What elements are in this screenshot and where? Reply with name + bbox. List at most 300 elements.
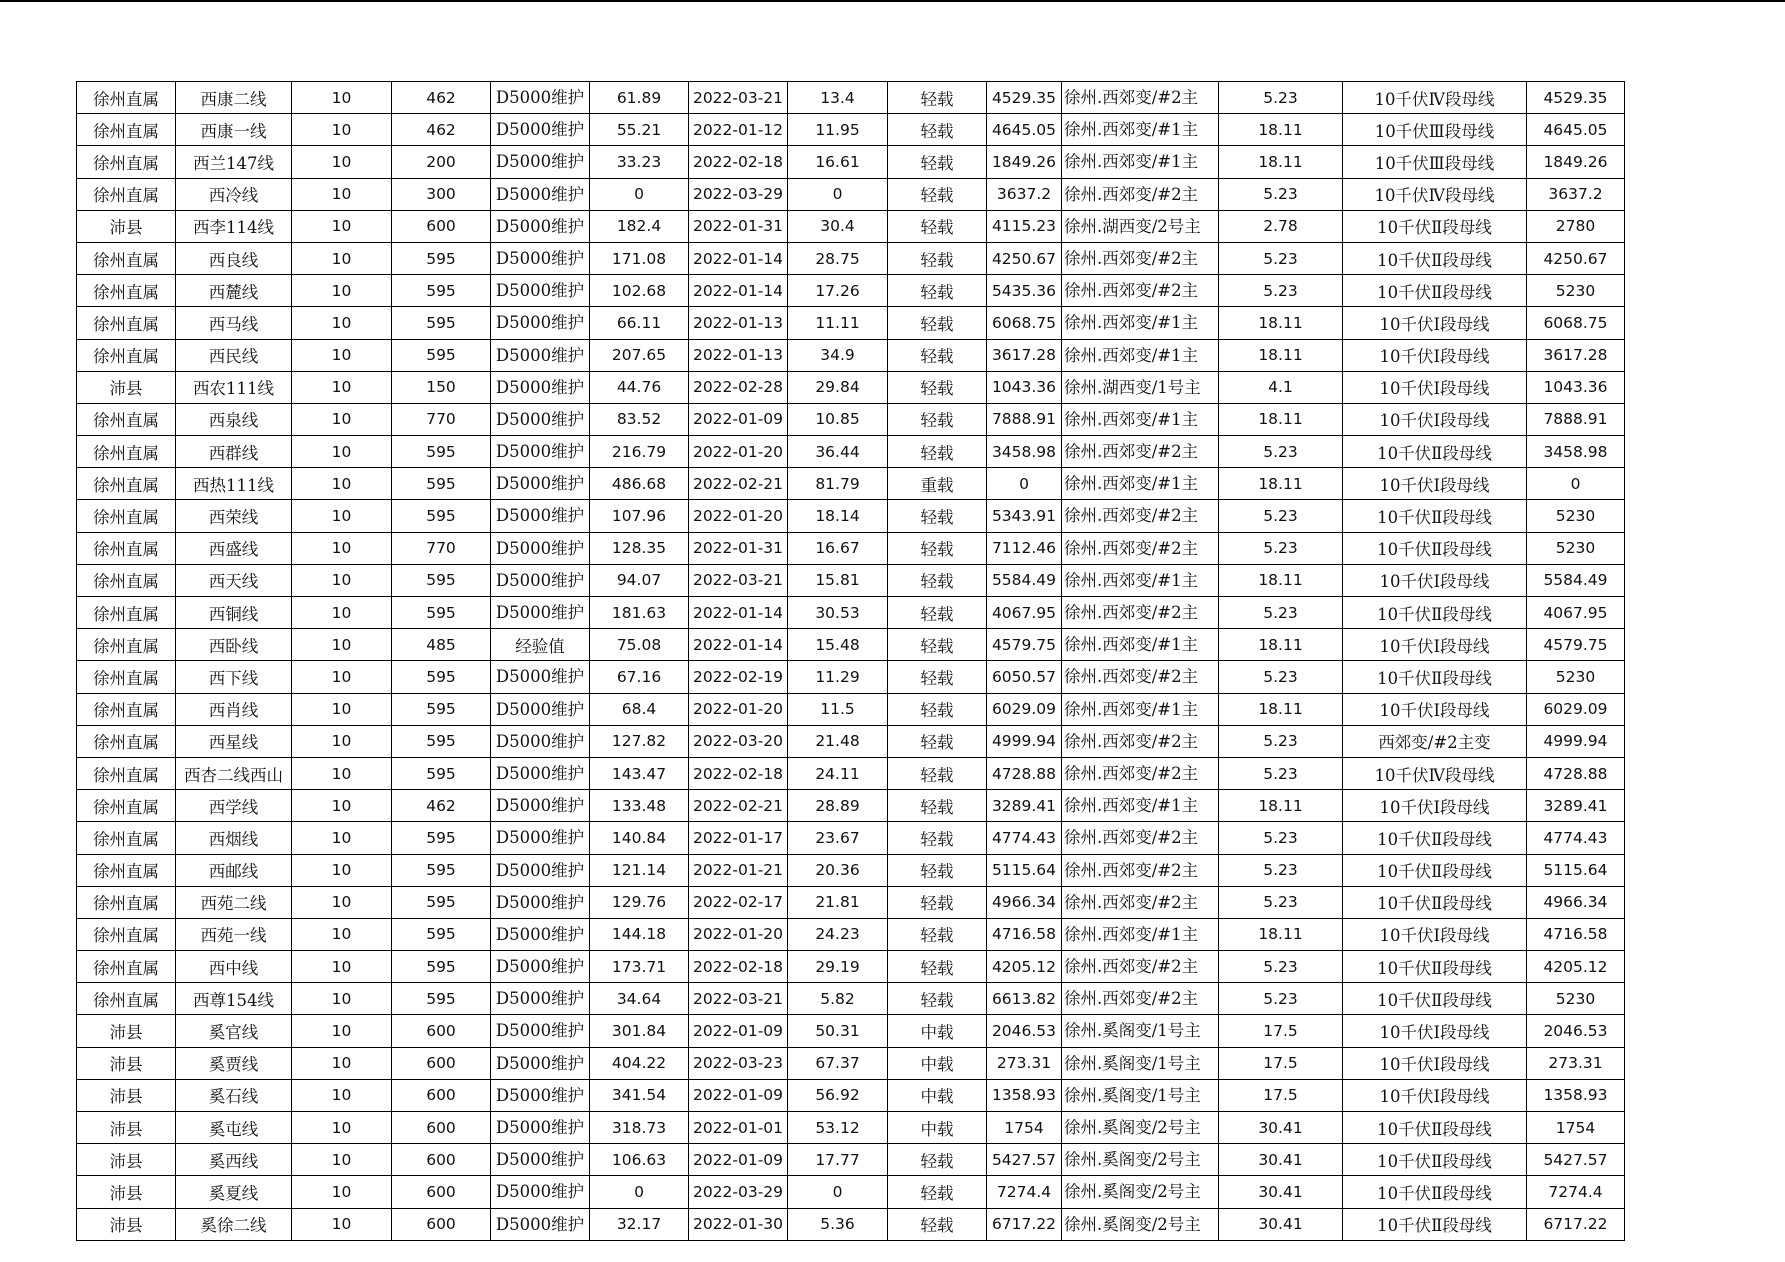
- load-status-cell: 轻载: [888, 210, 987, 242]
- transformer-rate-cell: 5.23: [1219, 178, 1343, 210]
- load-status-cell: 轻载: [888, 725, 987, 757]
- voltage-cell: 10: [292, 951, 392, 983]
- transformer-rate-cell: 5.23: [1219, 854, 1343, 886]
- bus-cell: 10千伏Ⅰ段母线: [1343, 790, 1527, 822]
- load-rate-cell: 81.79: [788, 468, 888, 500]
- load-rate-cell: 30.4: [788, 210, 888, 242]
- current-cell: 128.35: [590, 532, 689, 564]
- company-cell: 徐州直属: [77, 114, 176, 146]
- company-cell: 徐州直属: [77, 951, 176, 983]
- transformer-rate-cell: 30.41: [1219, 1144, 1343, 1176]
- date-cell: 2022-01-09: [689, 1015, 788, 1047]
- date-cell: 2022-03-21: [689, 983, 788, 1015]
- transformer-cell: 徐州.西郊变/#1主: [1062, 629, 1219, 661]
- data-source-cell: D5000维护: [491, 790, 590, 822]
- line-name-cell: 西天线: [176, 564, 292, 596]
- rated-current-cell: 595: [392, 661, 491, 693]
- rated-current-cell: 485: [392, 629, 491, 661]
- load-status-cell: 轻载: [888, 82, 987, 114]
- current-cell: 486.68: [590, 468, 689, 500]
- load-rate-cell: 56.92: [788, 1079, 888, 1111]
- load-status-cell: 轻载: [888, 822, 987, 854]
- rated-current-cell: 595: [392, 339, 491, 371]
- voltage-cell: 10: [292, 725, 392, 757]
- load-status-cell: 轻载: [888, 854, 987, 886]
- line-name-cell: 奚官线: [176, 1015, 292, 1047]
- load-rate-cell: 13.4: [788, 82, 888, 114]
- table-row: [77, 661, 1625, 693]
- table-row: [77, 564, 1625, 596]
- available-capacity-cell: 273.31: [987, 1047, 1062, 1079]
- date-cell: 2022-03-23: [689, 1047, 788, 1079]
- rated-current-cell: 595: [392, 275, 491, 307]
- transformer-rate-cell: 18.11: [1219, 307, 1343, 339]
- capacity-cell: 0: [1527, 468, 1625, 500]
- transformer-rate-cell: 5.23: [1219, 532, 1343, 564]
- load-rate-cell: 24.23: [788, 918, 888, 950]
- company-cell: 徐州直属: [77, 564, 176, 596]
- load-rate-cell: 36.44: [788, 436, 888, 468]
- table-row: [77, 1144, 1625, 1176]
- transformer-cell: 徐州.西郊变/#1主: [1062, 339, 1219, 371]
- transformer-rate-cell: 5.23: [1219, 983, 1343, 1015]
- load-status-cell: 轻载: [888, 500, 987, 532]
- voltage-cell: 10: [292, 178, 392, 210]
- load-status-cell: 轻载: [888, 661, 987, 693]
- data-source-cell: D5000维护: [491, 1047, 590, 1079]
- capacity-cell: 1358.93: [1527, 1079, 1625, 1111]
- table-row: [77, 275, 1625, 307]
- capacity-cell: 3458.98: [1527, 436, 1625, 468]
- current-cell: 173.71: [590, 951, 689, 983]
- available-capacity-cell: 6050.57: [987, 661, 1062, 693]
- available-capacity-cell: 4645.05: [987, 114, 1062, 146]
- transformer-rate-cell: 5.23: [1219, 242, 1343, 274]
- line-name-cell: 西杏二线西山: [176, 757, 292, 789]
- transformer-cell: 徐州.湖西变/2号主: [1062, 210, 1219, 242]
- capacity-cell: 5427.57: [1527, 1144, 1625, 1176]
- transformer-rate-cell: 17.5: [1219, 1079, 1343, 1111]
- feeder-load-table: [76, 81, 1625, 1241]
- data-source-cell: D5000维护: [491, 275, 590, 307]
- data-source-cell: D5000维护: [491, 1208, 590, 1240]
- bus-cell: 10千伏Ⅰ段母线: [1343, 339, 1527, 371]
- transformer-cell: 徐州.西郊变/#1主: [1062, 918, 1219, 950]
- line-name-cell: 西星线: [176, 725, 292, 757]
- rated-current-cell: 600: [392, 1079, 491, 1111]
- available-capacity-cell: 3289.41: [987, 790, 1062, 822]
- load-rate-cell: 11.95: [788, 114, 888, 146]
- data-source-cell: D5000维护: [491, 1015, 590, 1047]
- data-source-cell: D5000维护: [491, 822, 590, 854]
- table-row: [77, 114, 1625, 146]
- current-cell: 140.84: [590, 822, 689, 854]
- table-row: [77, 500, 1625, 532]
- current-cell: 133.48: [590, 790, 689, 822]
- voltage-cell: 10: [292, 918, 392, 950]
- table-row: [77, 790, 1625, 822]
- available-capacity-cell: 1754: [987, 1112, 1062, 1144]
- data-source-cell: D5000维护: [491, 983, 590, 1015]
- current-cell: 143.47: [590, 757, 689, 789]
- capacity-cell: 4529.35: [1527, 82, 1625, 114]
- capacity-cell: 3637.2: [1527, 178, 1625, 210]
- transformer-cell: 徐州.西郊变/#2主: [1062, 597, 1219, 629]
- rated-current-cell: 595: [392, 822, 491, 854]
- current-cell: 127.82: [590, 725, 689, 757]
- transformer-rate-cell: 2.78: [1219, 210, 1343, 242]
- company-cell: 徐州直属: [77, 725, 176, 757]
- date-cell: 2022-02-21: [689, 468, 788, 500]
- available-capacity-cell: 3637.2: [987, 178, 1062, 210]
- table-row: [77, 629, 1625, 661]
- transformer-cell: 徐州.西郊变/#2主: [1062, 661, 1219, 693]
- capacity-cell: 1043.36: [1527, 371, 1625, 403]
- table-row: [77, 886, 1625, 918]
- bus-cell: 10千伏Ⅱ段母线: [1343, 500, 1527, 532]
- bus-cell: 10千伏Ⅱ段母线: [1343, 854, 1527, 886]
- load-rate-cell: 21.48: [788, 725, 888, 757]
- data-source-cell: D5000维护: [491, 114, 590, 146]
- capacity-cell: 5230: [1527, 661, 1625, 693]
- company-cell: 徐州直属: [77, 854, 176, 886]
- table-row: [77, 371, 1625, 403]
- transformer-cell: 徐州.奚阁变/1号主: [1062, 1015, 1219, 1047]
- capacity-cell: 3289.41: [1527, 790, 1625, 822]
- capacity-cell: 4250.67: [1527, 242, 1625, 274]
- company-cell: 徐州直属: [77, 661, 176, 693]
- load-rate-cell: 20.36: [788, 854, 888, 886]
- capacity-cell: 7888.91: [1527, 403, 1625, 435]
- bus-cell: 10千伏Ⅰ段母线: [1343, 1015, 1527, 1047]
- voltage-cell: 10: [292, 82, 392, 114]
- load-rate-cell: 18.14: [788, 500, 888, 532]
- voltage-cell: 10: [292, 1208, 392, 1240]
- bus-cell: 西郊变/#2主变: [1343, 725, 1527, 757]
- line-name-cell: 西学线: [176, 790, 292, 822]
- company-cell: 徐州直属: [77, 468, 176, 500]
- load-rate-cell: 0: [788, 178, 888, 210]
- bus-cell: 10千伏Ⅰ段母线: [1343, 468, 1527, 500]
- current-cell: 216.79: [590, 436, 689, 468]
- load-status-cell: 轻载: [888, 114, 987, 146]
- current-cell: 0: [590, 1176, 689, 1208]
- voltage-cell: 10: [292, 468, 392, 500]
- capacity-cell: 1849.26: [1527, 146, 1625, 178]
- voltage-cell: 10: [292, 1176, 392, 1208]
- company-cell: 沛县: [77, 1208, 176, 1240]
- available-capacity-cell: 7112.46: [987, 532, 1062, 564]
- bus-cell: 10千伏Ⅱ段母线: [1343, 1208, 1527, 1240]
- date-cell: 2022-01-20: [689, 436, 788, 468]
- bus-cell: 10千伏Ⅳ段母线: [1343, 757, 1527, 789]
- date-cell: 2022-01-20: [689, 500, 788, 532]
- bus-cell: 10千伏Ⅲ段母线: [1343, 114, 1527, 146]
- transformer-cell: 徐州.奚阁变/1号主: [1062, 1079, 1219, 1111]
- transformer-rate-cell: 18.11: [1219, 790, 1343, 822]
- capacity-cell: 5230: [1527, 532, 1625, 564]
- load-rate-cell: 5.82: [788, 983, 888, 1015]
- line-name-cell: 西康二线: [176, 82, 292, 114]
- transformer-cell: 徐州.西郊变/#1主: [1062, 114, 1219, 146]
- load-rate-cell: 5.36: [788, 1208, 888, 1240]
- table-row: [77, 983, 1625, 1015]
- transformer-rate-cell: 18.11: [1219, 114, 1343, 146]
- line-name-cell: 西卧线: [176, 629, 292, 661]
- line-name-cell: 奚徐二线: [176, 1208, 292, 1240]
- line-name-cell: 奚夏线: [176, 1176, 292, 1208]
- capacity-cell: 4728.88: [1527, 757, 1625, 789]
- voltage-cell: 10: [292, 1144, 392, 1176]
- transformer-cell: 徐州.西郊变/#1主: [1062, 403, 1219, 435]
- rated-current-cell: 595: [392, 854, 491, 886]
- current-cell: 44.76: [590, 371, 689, 403]
- load-status-cell: 轻载: [888, 242, 987, 274]
- capacity-cell: 4067.95: [1527, 597, 1625, 629]
- load-status-cell: 轻载: [888, 918, 987, 950]
- load-status-cell: 轻载: [888, 790, 987, 822]
- transformer-cell: 徐州.西郊变/#2主: [1062, 983, 1219, 1015]
- rated-current-cell: 595: [392, 983, 491, 1015]
- company-cell: 徐州直属: [77, 307, 176, 339]
- table-row: [77, 1208, 1625, 1240]
- load-rate-cell: 30.53: [788, 597, 888, 629]
- table-row: [77, 693, 1625, 725]
- bus-cell: 10千伏Ⅰ段母线: [1343, 307, 1527, 339]
- bus-cell: 10千伏Ⅱ段母线: [1343, 242, 1527, 274]
- data-source-cell: D5000维护: [491, 500, 590, 532]
- rated-current-cell: 595: [392, 468, 491, 500]
- rated-current-cell: 595: [392, 242, 491, 274]
- company-cell: 徐州直属: [77, 532, 176, 564]
- capacity-cell: 2046.53: [1527, 1015, 1625, 1047]
- table-row: [77, 1112, 1625, 1144]
- capacity-cell: 5230: [1527, 275, 1625, 307]
- load-rate-cell: 17.26: [788, 275, 888, 307]
- current-cell: 171.08: [590, 242, 689, 274]
- line-name-cell: 奚贾线: [176, 1047, 292, 1079]
- transformer-cell: 徐州.奚阁变/2号主: [1062, 1176, 1219, 1208]
- current-cell: 67.16: [590, 661, 689, 693]
- voltage-cell: 10: [292, 339, 392, 371]
- date-cell: 2022-01-20: [689, 693, 788, 725]
- load-status-cell: 轻载: [888, 1208, 987, 1240]
- load-rate-cell: 34.9: [788, 339, 888, 371]
- table-row: [77, 82, 1625, 114]
- line-name-cell: 西盛线: [176, 532, 292, 564]
- data-source-cell: D5000维护: [491, 564, 590, 596]
- load-rate-cell: 11.5: [788, 693, 888, 725]
- company-cell: 徐州直属: [77, 500, 176, 532]
- rated-current-cell: 770: [392, 403, 491, 435]
- rated-current-cell: 595: [392, 757, 491, 789]
- transformer-rate-cell: 18.11: [1219, 693, 1343, 725]
- data-source-cell: D5000维护: [491, 82, 590, 114]
- load-status-cell: 轻载: [888, 886, 987, 918]
- line-name-cell: 奚屯线: [176, 1112, 292, 1144]
- available-capacity-cell: 4529.35: [987, 82, 1062, 114]
- capacity-cell: 6717.22: [1527, 1208, 1625, 1240]
- line-name-cell: 西康一线: [176, 114, 292, 146]
- line-name-cell: 西李114线: [176, 210, 292, 242]
- rated-current-cell: 595: [392, 597, 491, 629]
- data-source-cell: D5000维护: [491, 693, 590, 725]
- load-status-cell: 轻载: [888, 629, 987, 661]
- transformer-rate-cell: 5.23: [1219, 822, 1343, 854]
- line-name-cell: 西冷线: [176, 178, 292, 210]
- data-source-cell: D5000维护: [491, 1144, 590, 1176]
- rated-current-cell: 300: [392, 178, 491, 210]
- current-cell: 34.64: [590, 983, 689, 1015]
- line-name-cell: 西铜线: [176, 597, 292, 629]
- available-capacity-cell: 5343.91: [987, 500, 1062, 532]
- available-capacity-cell: 6613.82: [987, 983, 1062, 1015]
- transformer-rate-cell: 30.41: [1219, 1112, 1343, 1144]
- transformer-cell: 徐州.西郊变/#2主: [1062, 757, 1219, 789]
- voltage-cell: 10: [292, 500, 392, 532]
- load-status-cell: 轻载: [888, 1176, 987, 1208]
- load-rate-cell: 15.81: [788, 564, 888, 596]
- load-rate-cell: 50.31: [788, 1015, 888, 1047]
- available-capacity-cell: 3458.98: [987, 436, 1062, 468]
- rated-current-cell: 595: [392, 564, 491, 596]
- data-source-cell: D5000维护: [491, 210, 590, 242]
- voltage-cell: 10: [292, 597, 392, 629]
- current-cell: 94.07: [590, 564, 689, 596]
- transformer-cell: 徐州.西郊变/#2主: [1062, 500, 1219, 532]
- voltage-cell: 10: [292, 371, 392, 403]
- date-cell: 2022-01-17: [689, 822, 788, 854]
- rated-current-cell: 150: [392, 371, 491, 403]
- data-source-cell: D5000维护: [491, 436, 590, 468]
- line-name-cell: 奚石线: [176, 1079, 292, 1111]
- date-cell: 2022-01-21: [689, 854, 788, 886]
- line-name-cell: 西兰147线: [176, 146, 292, 178]
- table-row: [77, 403, 1625, 435]
- transformer-cell: 徐州.西郊变/#2主: [1062, 886, 1219, 918]
- load-rate-cell: 21.81: [788, 886, 888, 918]
- date-cell: 2022-02-18: [689, 146, 788, 178]
- available-capacity-cell: 5435.36: [987, 275, 1062, 307]
- voltage-cell: 10: [292, 436, 392, 468]
- company-cell: 徐州直属: [77, 597, 176, 629]
- transformer-rate-cell: 5.23: [1219, 757, 1343, 789]
- rated-current-cell: 595: [392, 500, 491, 532]
- load-status-cell: 轻载: [888, 178, 987, 210]
- transformer-cell: 徐州.西郊变/#2主: [1062, 822, 1219, 854]
- company-cell: 沛县: [77, 210, 176, 242]
- load-rate-cell: 16.61: [788, 146, 888, 178]
- transformer-rate-cell: 5.23: [1219, 275, 1343, 307]
- company-cell: 徐州直属: [77, 339, 176, 371]
- load-rate-cell: 29.84: [788, 371, 888, 403]
- available-capacity-cell: 4716.58: [987, 918, 1062, 950]
- current-cell: 55.21: [590, 114, 689, 146]
- date-cell: 2022-01-01: [689, 1112, 788, 1144]
- bus-cell: 10千伏Ⅱ段母线: [1343, 822, 1527, 854]
- available-capacity-cell: 1358.93: [987, 1079, 1062, 1111]
- bus-cell: 10千伏Ⅱ段母线: [1343, 983, 1527, 1015]
- line-name-cell: 西苑一线: [176, 918, 292, 950]
- capacity-cell: 3617.28: [1527, 339, 1625, 371]
- rated-current-cell: 462: [392, 82, 491, 114]
- transformer-cell: 徐州.西郊变/#2主: [1062, 275, 1219, 307]
- transformer-rate-cell: 5.23: [1219, 661, 1343, 693]
- line-name-cell: 西尊154线: [176, 983, 292, 1015]
- company-cell: 徐州直属: [77, 242, 176, 274]
- voltage-cell: 10: [292, 275, 392, 307]
- current-cell: 0: [590, 178, 689, 210]
- company-cell: 徐州直属: [77, 693, 176, 725]
- rated-current-cell: 462: [392, 790, 491, 822]
- bus-cell: 10千伏Ⅱ段母线: [1343, 532, 1527, 564]
- voltage-cell: 10: [292, 790, 392, 822]
- current-cell: 121.14: [590, 854, 689, 886]
- bus-cell: 10千伏Ⅱ段母线: [1343, 1144, 1527, 1176]
- data-source-cell: D5000维护: [491, 532, 590, 564]
- load-status-cell: 轻载: [888, 597, 987, 629]
- line-name-cell: 西中线: [176, 951, 292, 983]
- company-cell: 徐州直属: [77, 178, 176, 210]
- available-capacity-cell: 0: [987, 468, 1062, 500]
- available-capacity-cell: 4250.67: [987, 242, 1062, 274]
- load-rate-cell: 11.11: [788, 307, 888, 339]
- current-cell: 129.76: [590, 886, 689, 918]
- load-rate-cell: 24.11: [788, 757, 888, 789]
- rated-current-cell: 600: [392, 1208, 491, 1240]
- rated-current-cell: 200: [392, 146, 491, 178]
- rated-current-cell: 600: [392, 1144, 491, 1176]
- data-source-cell: D5000维护: [491, 468, 590, 500]
- load-rate-cell: 16.67: [788, 532, 888, 564]
- current-cell: 181.63: [590, 597, 689, 629]
- table-row: [77, 339, 1625, 371]
- capacity-cell: 273.31: [1527, 1047, 1625, 1079]
- line-name-cell: 西烟线: [176, 822, 292, 854]
- capacity-cell: 5230: [1527, 500, 1625, 532]
- line-name-cell: 西麓线: [176, 275, 292, 307]
- transformer-rate-cell: 5.23: [1219, 500, 1343, 532]
- transformer-cell: 徐州.西郊变/#1主: [1062, 693, 1219, 725]
- date-cell: 2022-03-21: [689, 564, 788, 596]
- current-cell: 107.96: [590, 500, 689, 532]
- date-cell: 2022-01-09: [689, 1079, 788, 1111]
- company-cell: 徐州直属: [77, 886, 176, 918]
- load-rate-cell: 29.19: [788, 951, 888, 983]
- transformer-cell: 徐州.奚阁变/2号主: [1062, 1208, 1219, 1240]
- available-capacity-cell: 4205.12: [987, 951, 1062, 983]
- load-status-cell: 轻载: [888, 339, 987, 371]
- transformer-rate-cell: 18.11: [1219, 468, 1343, 500]
- table-row: [77, 1176, 1625, 1208]
- load-rate-cell: 67.37: [788, 1047, 888, 1079]
- bus-cell: 10千伏Ⅰ段母线: [1343, 371, 1527, 403]
- load-status-cell: 轻载: [888, 1144, 987, 1176]
- table-row: [77, 1047, 1625, 1079]
- transformer-cell: 徐州.西郊变/#1主: [1062, 468, 1219, 500]
- table-body: [77, 82, 1625, 1241]
- rated-current-cell: 600: [392, 1112, 491, 1144]
- voltage-cell: 10: [292, 693, 392, 725]
- date-cell: 2022-02-21: [689, 790, 788, 822]
- data-source-cell: D5000维护: [491, 918, 590, 950]
- date-cell: 2022-01-30: [689, 1208, 788, 1240]
- current-cell: 318.73: [590, 1112, 689, 1144]
- current-cell: 102.68: [590, 275, 689, 307]
- company-cell: 徐州直属: [77, 629, 176, 661]
- company-cell: 徐州直属: [77, 757, 176, 789]
- capacity-cell: 1754: [1527, 1112, 1625, 1144]
